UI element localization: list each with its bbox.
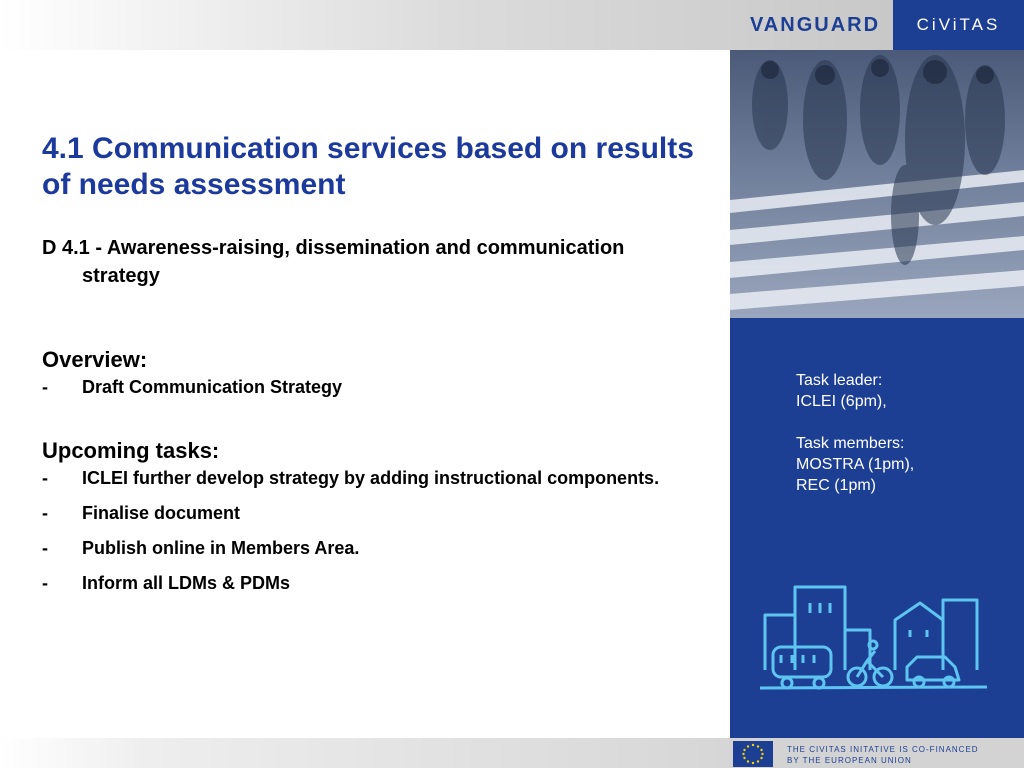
list-item-text: Draft Communication Strategy xyxy=(82,377,343,397)
footer-gradient-band xyxy=(0,738,730,768)
task-info-line xyxy=(796,412,914,433)
bullet-dash: - xyxy=(42,573,48,593)
upcoming-list xyxy=(42,465,692,596)
eu-cofinance-line: THE CIVITAS INITATIVE IS CO-FINANCED xyxy=(787,745,979,754)
bullet-dash: - xyxy=(42,538,48,558)
bullet-dash: - xyxy=(42,468,48,488)
car-icon xyxy=(907,657,959,687)
list-item-text: ICLEI further develop strategy by adding instructional components. xyxy=(82,468,660,488)
crowd-photo xyxy=(730,50,1024,318)
overview-list xyxy=(42,374,692,400)
task-info-line: ICLEI (6pm), xyxy=(796,393,887,410)
slide-title: 4.1 Communication services based on results of needs assessment xyxy=(42,132,694,201)
list-item xyxy=(42,570,692,596)
bullet-dash: - xyxy=(42,503,48,523)
list-item xyxy=(42,500,692,526)
slide-content xyxy=(42,234,692,605)
upcoming-heading: Upcoming tasks: xyxy=(42,438,220,463)
cyclist-icon xyxy=(848,641,892,686)
task-info-line: Task leader: xyxy=(796,372,883,389)
list-item-text: Finalise document xyxy=(82,503,241,523)
list-item-text: Publish online in Members Area. xyxy=(82,538,360,558)
list-item xyxy=(42,465,692,491)
task-info-line: MOSTRA (1pm), xyxy=(796,456,915,473)
eu-flag-icon xyxy=(733,741,773,767)
vanguard-logo: VANGUARD xyxy=(749,13,881,36)
list-item xyxy=(42,535,692,561)
list-item xyxy=(42,374,692,400)
eu-cofinance-text xyxy=(787,744,979,766)
task-info xyxy=(796,370,914,496)
task-info-line: Task members: xyxy=(796,435,905,452)
list-item-text: Inform all LDMs & PDMs xyxy=(82,573,291,593)
city-illustration-icon xyxy=(755,575,995,700)
civitas-logo: CiViTAS xyxy=(893,0,1024,50)
bullet-dash: - xyxy=(42,377,48,397)
task-info-line: REC (1pm) xyxy=(796,477,877,494)
slide-subtitle: D 4.1 - Awareness-raising, dissemination and communication strategy xyxy=(42,237,625,287)
eu-cofinance-line: BY THE EUROPEAN UNION xyxy=(787,756,912,765)
overview-heading: Overview: xyxy=(42,347,148,372)
bus-icon xyxy=(773,647,831,688)
